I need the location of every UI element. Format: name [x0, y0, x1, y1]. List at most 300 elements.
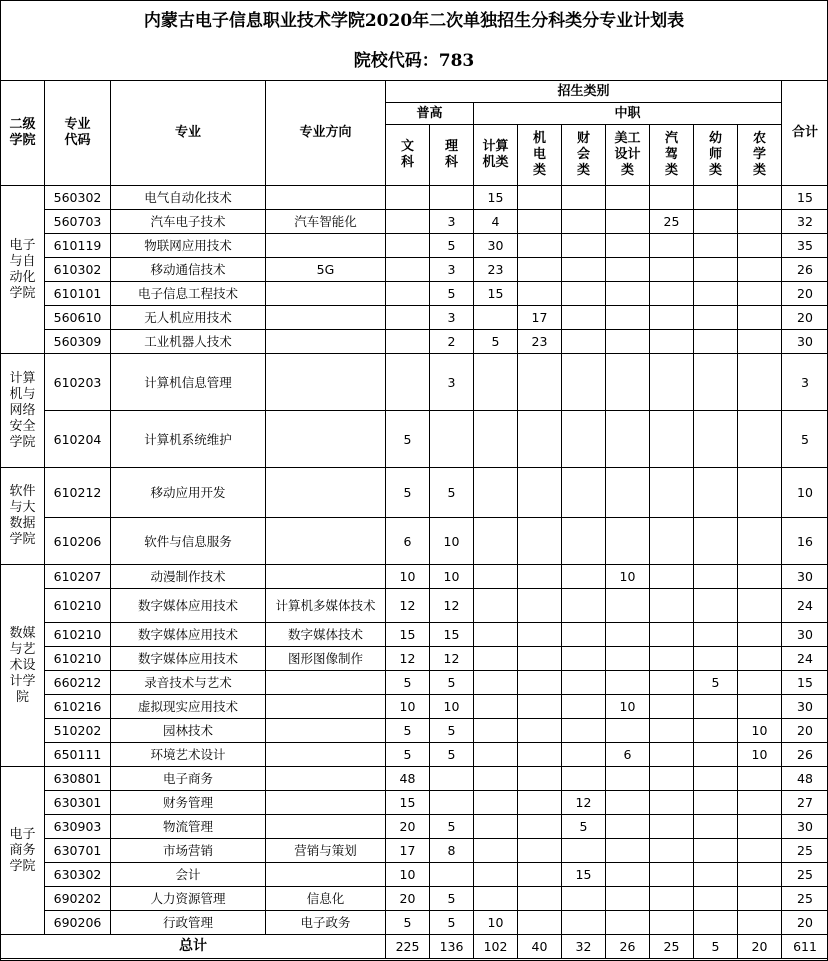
- wenke-cell: [386, 234, 430, 258]
- meigong-cell: [606, 671, 650, 695]
- qijia-cell: [650, 647, 694, 671]
- direction-cell: 5G: [266, 258, 386, 282]
- like-cell: 12: [430, 589, 474, 623]
- table-row: [1, 306, 828, 330]
- total-value-cell: 136: [430, 935, 474, 959]
- header-meigong: [606, 125, 650, 186]
- header-putong-label: 普高: [416, 105, 443, 121]
- plan-table: [0, 80, 828, 959]
- jisuanji-cell: 23: [474, 258, 518, 282]
- table-row: [1, 743, 828, 767]
- meigong-cell: [606, 887, 650, 911]
- nongxue-cell: [738, 306, 782, 330]
- direction-cell: [266, 671, 386, 695]
- total-cell: 20: [782, 719, 828, 743]
- meigong-cell: 10: [606, 695, 650, 719]
- table-row: [1, 234, 828, 258]
- direction-cell: [266, 354, 386, 411]
- nongxue-cell: [738, 671, 782, 695]
- jisuanji-cell: [474, 411, 518, 468]
- youshi-cell: [694, 647, 738, 671]
- qijia-cell: [650, 306, 694, 330]
- nongxue-cell: [738, 234, 782, 258]
- nongxue-cell: [738, 186, 782, 210]
- nongxue-cell: [738, 839, 782, 863]
- code-cell: 610210: [45, 589, 111, 623]
- table-row: [1, 887, 828, 911]
- header-code: [45, 81, 111, 186]
- like-cell: 5: [430, 468, 474, 518]
- direction-cell: 电子政务: [266, 911, 386, 935]
- direction-cell: [266, 468, 386, 518]
- total-cell: 30: [782, 695, 828, 719]
- major-cell: 无人机应用技术: [111, 306, 266, 330]
- nongxue-cell: [738, 623, 782, 647]
- wenke-cell: 6: [386, 518, 430, 565]
- code-cell: 660212: [45, 671, 111, 695]
- header-text: 二级 学院: [9, 117, 36, 148]
- school-cell: [1, 767, 45, 935]
- code-cell: 650111: [45, 743, 111, 767]
- table-row: [1, 411, 828, 468]
- qijia-cell: [650, 186, 694, 210]
- youshi-cell: [694, 468, 738, 518]
- table-row: [1, 815, 828, 839]
- meigong-cell: 6: [606, 743, 650, 767]
- total-cell: 24: [782, 589, 828, 623]
- jidian-cell: [518, 210, 562, 234]
- direction-cell: [266, 695, 386, 719]
- jidian-cell: [518, 589, 562, 623]
- jisuanji-cell: [474, 863, 518, 887]
- meigong-cell: [606, 623, 650, 647]
- total-row: [1, 935, 828, 959]
- code-cell: 610302: [45, 258, 111, 282]
- direction-cell: [266, 565, 386, 589]
- major-cell: 动漫制作技术: [111, 565, 266, 589]
- direction-cell: [266, 863, 386, 887]
- like-cell: 5: [430, 234, 474, 258]
- jidian-cell: [518, 565, 562, 589]
- jisuanji-cell: [474, 815, 518, 839]
- nongxue-cell: 10: [738, 719, 782, 743]
- caikuai-cell: [562, 589, 606, 623]
- caikuai-cell: [562, 911, 606, 935]
- direction-cell: 数字媒体技术: [266, 623, 386, 647]
- caikuai-cell: [562, 186, 606, 210]
- wenke-cell: [386, 210, 430, 234]
- table-row: [1, 589, 828, 623]
- youshi-cell: [694, 911, 738, 935]
- like-cell: 3: [430, 306, 474, 330]
- meigong-cell: [606, 911, 650, 935]
- meigong-cell: [606, 791, 650, 815]
- qijia-cell: [650, 589, 694, 623]
- wenke-cell: 20: [386, 887, 430, 911]
- meigong-cell: [606, 589, 650, 623]
- youshi-cell: [694, 863, 738, 887]
- jidian-cell: [518, 767, 562, 791]
- code-cell: 610207: [45, 565, 111, 589]
- direction-cell: [266, 767, 386, 791]
- school-cell: [1, 468, 45, 565]
- direction-cell: 汽车智能化: [266, 210, 386, 234]
- code-cell: 610206: [45, 518, 111, 565]
- total-value-cell: 5: [694, 935, 738, 959]
- like-cell: [430, 863, 474, 887]
- meigong-cell: [606, 186, 650, 210]
- caikuai-cell: [562, 411, 606, 468]
- jidian-cell: [518, 743, 562, 767]
- wenke-cell: 17: [386, 839, 430, 863]
- caikuai-cell: [562, 671, 606, 695]
- like-cell: [430, 791, 474, 815]
- nongxue-cell: [738, 589, 782, 623]
- qijia-cell: [650, 887, 694, 911]
- direction-cell: 信息化: [266, 887, 386, 911]
- like-cell: 2: [430, 330, 474, 354]
- nongxue-cell: [738, 695, 782, 719]
- qijia-cell: 25: [650, 210, 694, 234]
- caikuai-cell: [562, 623, 606, 647]
- code-cell: 630701: [45, 839, 111, 863]
- major-cell: 电气自动化技术: [111, 186, 266, 210]
- qijia-cell: [650, 719, 694, 743]
- meigong-cell: [606, 354, 650, 411]
- youshi-cell: [694, 839, 738, 863]
- total-cell: 26: [782, 743, 828, 767]
- table-row: [1, 518, 828, 565]
- total-cell: 48: [782, 767, 828, 791]
- nongxue-cell: [738, 647, 782, 671]
- code-cell: 610204: [45, 411, 111, 468]
- jisuanji-cell: [474, 671, 518, 695]
- jidian-cell: [518, 518, 562, 565]
- major-cell: 人力资源管理: [111, 887, 266, 911]
- direction-cell: [266, 234, 386, 258]
- total-cell: 10: [782, 468, 828, 518]
- direction-cell: [266, 719, 386, 743]
- qijia-cell: [650, 623, 694, 647]
- header-like: [430, 125, 474, 186]
- total-value-cell: 40: [518, 935, 562, 959]
- nongxue-cell: [738, 863, 782, 887]
- total-value-cell: 32: [562, 935, 606, 959]
- major-cell: 移动通信技术: [111, 258, 266, 282]
- wenke-cell: 12: [386, 647, 430, 671]
- meigong-cell: [606, 647, 650, 671]
- youshi-cell: [694, 589, 738, 623]
- meigong-cell: [606, 767, 650, 791]
- total-cell: 30: [782, 565, 828, 589]
- jisuanji-cell: [474, 354, 518, 411]
- major-cell: 工业机器人技术: [111, 330, 266, 354]
- like-cell: 15: [430, 623, 474, 647]
- meigong-cell: [606, 258, 650, 282]
- jidian-cell: 23: [518, 330, 562, 354]
- table-row: [1, 468, 828, 518]
- qijia-cell: [650, 695, 694, 719]
- nongxue-cell: [738, 411, 782, 468]
- jidian-cell: [518, 911, 562, 935]
- school-cell: [1, 186, 45, 354]
- youshi-cell: [694, 623, 738, 647]
- cell-marker-icon: [428, 124, 433, 125]
- code-cell: 610212: [45, 468, 111, 518]
- jidian-cell: [518, 647, 562, 671]
- caikuai-cell: 15: [562, 863, 606, 887]
- school-name: 电子 与自 动化 学院: [9, 237, 36, 301]
- major-cell: 物联网应用技术: [111, 234, 266, 258]
- code-cell: 630903: [45, 815, 111, 839]
- jidian-cell: [518, 468, 562, 518]
- caikuai-cell: 12: [562, 791, 606, 815]
- header-jidian: [518, 125, 562, 186]
- qijia-cell: [650, 330, 694, 354]
- table-row: [1, 719, 828, 743]
- meigong-cell: 10: [606, 565, 650, 589]
- nongxue-cell: [738, 468, 782, 518]
- meigong-cell: [606, 411, 650, 468]
- jisuanji-cell: [474, 565, 518, 589]
- caikuai-cell: [562, 282, 606, 306]
- total-cell: 15: [782, 671, 828, 695]
- qijia-cell: [650, 411, 694, 468]
- direction-cell: 图形图像制作: [266, 647, 386, 671]
- code-cell: 560302: [45, 186, 111, 210]
- header-nongxue: [738, 125, 782, 186]
- plan-table-body: [1, 186, 828, 959]
- total-cell: 15: [782, 186, 828, 210]
- nongxue-cell: [738, 911, 782, 935]
- jisuanji-cell: 30: [474, 234, 518, 258]
- caikuai-cell: [562, 647, 606, 671]
- major-cell: 移动应用开发: [111, 468, 266, 518]
- table-row: [1, 565, 828, 589]
- youshi-cell: [694, 306, 738, 330]
- direction-cell: 计算机多媒体技术: [266, 589, 386, 623]
- jisuanji-cell: [474, 306, 518, 330]
- major-cell: 园林技术: [111, 719, 266, 743]
- direction-cell: [266, 791, 386, 815]
- header-zhongzhi: 中职: [474, 103, 782, 125]
- meigong-cell: [606, 839, 650, 863]
- qijia-cell: [650, 791, 694, 815]
- header-youshi: [694, 125, 738, 186]
- major-cell: 数字媒体应用技术: [111, 647, 266, 671]
- code-cell: 630301: [45, 791, 111, 815]
- wenke-cell: 5: [386, 743, 430, 767]
- major-cell: 计算机系统维护: [111, 411, 266, 468]
- total-cell: 26: [782, 258, 828, 282]
- total-value-cell: 102: [474, 935, 518, 959]
- wenke-cell: 5: [386, 411, 430, 468]
- like-cell: 3: [430, 258, 474, 282]
- major-cell: 虚拟现实应用技术: [111, 695, 266, 719]
- direction-cell: [266, 815, 386, 839]
- direction-cell: [266, 518, 386, 565]
- header-text: 财 会 类: [576, 131, 590, 178]
- nongxue-cell: [738, 258, 782, 282]
- youshi-cell: [694, 743, 738, 767]
- wenke-cell: 5: [386, 719, 430, 743]
- like-cell: 10: [430, 518, 474, 565]
- major-cell: 软件与信息服务: [111, 518, 266, 565]
- table-row: [1, 354, 828, 411]
- wenke-cell: 12: [386, 589, 430, 623]
- qijia-cell: [650, 565, 694, 589]
- total-cell: 24: [782, 647, 828, 671]
- jisuanji-cell: [474, 468, 518, 518]
- code-cell: 560309: [45, 330, 111, 354]
- total-cell: 20: [782, 911, 828, 935]
- table-row: [1, 671, 828, 695]
- code-cell: 690206: [45, 911, 111, 935]
- table-row: [1, 695, 828, 719]
- jisuanji-cell: [474, 743, 518, 767]
- jisuanji-cell: [474, 647, 518, 671]
- nongxue-cell: [738, 354, 782, 411]
- code-cell: 560703: [45, 210, 111, 234]
- header-text: 理 科: [444, 139, 458, 170]
- direction-cell: [266, 282, 386, 306]
- jisuanji-cell: 15: [474, 186, 518, 210]
- school-cell: [1, 354, 45, 468]
- jidian-cell: [518, 623, 562, 647]
- like-cell: [430, 767, 474, 791]
- school-code: 院校代码：783: [353, 51, 475, 71]
- meigong-cell: [606, 468, 650, 518]
- wenke-cell: [386, 258, 430, 282]
- like-cell: 5: [430, 743, 474, 767]
- jisuanji-cell: [474, 887, 518, 911]
- major-cell: 电子信息工程技术: [111, 282, 266, 306]
- major-cell: 物流管理: [111, 815, 266, 839]
- nongxue-cell: [738, 565, 782, 589]
- total-cell: 32: [782, 210, 828, 234]
- jisuanji-cell: 10: [474, 911, 518, 935]
- youshi-cell: [694, 518, 738, 565]
- caikuai-cell: [562, 767, 606, 791]
- like-cell: 5: [430, 719, 474, 743]
- jisuanji-cell: [474, 623, 518, 647]
- caikuai-cell: [562, 565, 606, 589]
- nongxue-cell: [738, 791, 782, 815]
- meigong-cell: [606, 330, 650, 354]
- table-row: [1, 767, 828, 791]
- nongxue-cell: [738, 767, 782, 791]
- total-value-cell: 26: [606, 935, 650, 959]
- nongxue-cell: [738, 282, 782, 306]
- total-label: 总计: [1, 935, 386, 959]
- header-text: 幼 师 类: [708, 131, 722, 178]
- total-cell: 30: [782, 815, 828, 839]
- code-cell: 630302: [45, 863, 111, 887]
- youshi-cell: [694, 719, 738, 743]
- like-cell: 12: [430, 647, 474, 671]
- jisuanji-cell: [474, 695, 518, 719]
- nongxue-cell: [738, 210, 782, 234]
- code-cell: 560610: [45, 306, 111, 330]
- total-cell: 30: [782, 330, 828, 354]
- youshi-cell: 5: [694, 671, 738, 695]
- school-name: 软件 与大 数据 学院: [9, 484, 36, 547]
- header-jisuanji: [474, 125, 518, 186]
- caikuai-cell: [562, 306, 606, 330]
- jidian-cell: 17: [518, 306, 562, 330]
- major-cell: 数字媒体应用技术: [111, 589, 266, 623]
- youshi-cell: [694, 767, 738, 791]
- total-value-cell: 611: [782, 935, 828, 959]
- jidian-cell: [518, 887, 562, 911]
- header-text: 专业 代码: [64, 117, 91, 148]
- youshi-cell: [694, 354, 738, 411]
- wenke-cell: [386, 282, 430, 306]
- header-category: 招生类别: [386, 81, 782, 103]
- header-text: 美工 设计 类: [614, 131, 641, 178]
- caikuai-cell: [562, 234, 606, 258]
- qijia-cell: [650, 815, 694, 839]
- meigong-cell: [606, 306, 650, 330]
- like-cell: 5: [430, 671, 474, 695]
- jidian-cell: [518, 815, 562, 839]
- youshi-cell: [694, 234, 738, 258]
- code-cell: 610216: [45, 695, 111, 719]
- table-row: [1, 911, 828, 935]
- table-row: [1, 863, 828, 887]
- jidian-cell: [518, 791, 562, 815]
- youshi-cell: [694, 887, 738, 911]
- direction-cell: [266, 306, 386, 330]
- code-cell: 610210: [45, 647, 111, 671]
- header-text: 农 学 类: [752, 131, 766, 178]
- qijia-cell: [650, 767, 694, 791]
- caikuai-cell: [562, 258, 606, 282]
- code-cell: 510202: [45, 719, 111, 743]
- qijia-cell: [650, 671, 694, 695]
- like-cell: 5: [430, 887, 474, 911]
- major-cell: 行政管理: [111, 911, 266, 935]
- qijia-cell: [650, 468, 694, 518]
- meigong-cell: [606, 863, 650, 887]
- youshi-cell: [694, 282, 738, 306]
- qijia-cell: [650, 911, 694, 935]
- wenke-cell: [386, 354, 430, 411]
- nongxue-cell: [738, 815, 782, 839]
- qijia-cell: [650, 258, 694, 282]
- total-cell: 20: [782, 306, 828, 330]
- code-cell: 630801: [45, 767, 111, 791]
- like-cell: 10: [430, 695, 474, 719]
- code-cell: 610119: [45, 234, 111, 258]
- header-qijia: [650, 125, 694, 186]
- table-row: [1, 839, 828, 863]
- total-cell: 25: [782, 863, 828, 887]
- jisuanji-cell: [474, 839, 518, 863]
- jidian-cell: [518, 695, 562, 719]
- caikuai-cell: [562, 210, 606, 234]
- table-row: [1, 791, 828, 815]
- youshi-cell: [694, 258, 738, 282]
- meigong-cell: [606, 234, 650, 258]
- qijia-cell: [650, 839, 694, 863]
- header-wenke: [386, 125, 430, 186]
- caikuai-cell: [562, 887, 606, 911]
- caikuai-cell: 5: [562, 815, 606, 839]
- code-cell: 610210: [45, 623, 111, 647]
- header-caikuai: [562, 125, 606, 186]
- jisuanji-cell: [474, 719, 518, 743]
